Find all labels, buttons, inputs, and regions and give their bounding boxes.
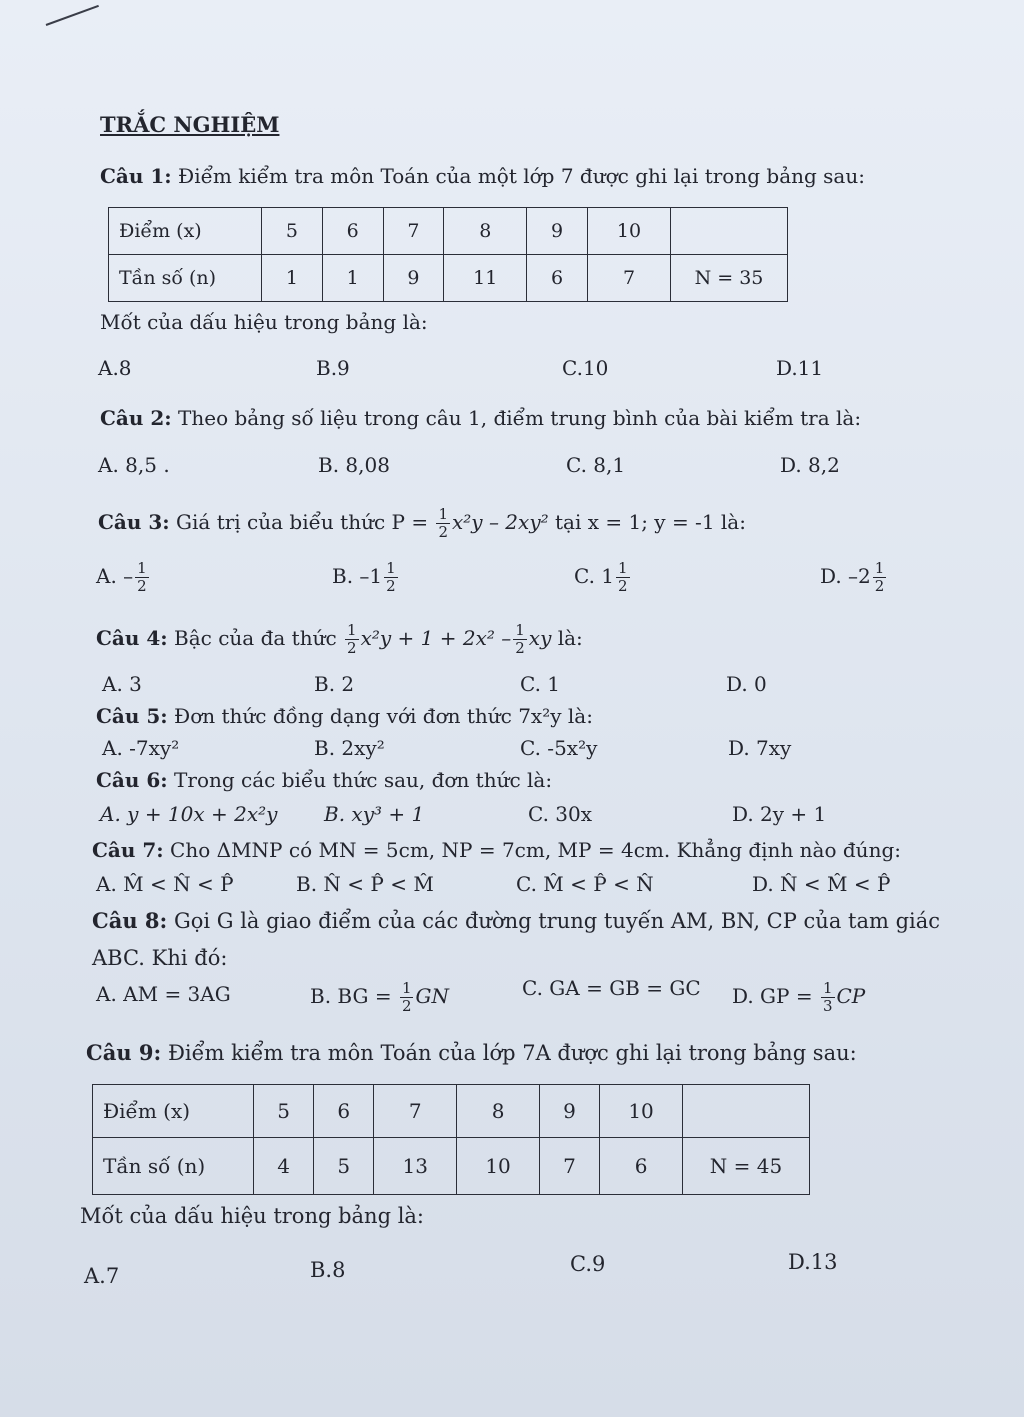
numerator: 1	[438, 505, 448, 523]
question-3-label: Câu 3:	[98, 510, 170, 534]
table-cell: 8	[457, 1085, 540, 1138]
table-cell: 11	[444, 255, 527, 302]
q2-option-a[interactable]: A. 8,5 .	[98, 453, 170, 477]
q9-option-c[interactable]: C.9	[570, 1252, 606, 1276]
table-9-row-score	[93, 1085, 810, 1138]
q1-option-d[interactable]: D.11	[776, 356, 824, 380]
table-cell: Tần số (n)	[109, 255, 262, 302]
q5-option-a[interactable]: A. -7xy²	[102, 736, 180, 760]
question-7-label: Câu 7:	[92, 838, 164, 862]
section-title: TRẮC NGHIỆM	[100, 112, 280, 137]
table-cell: 8	[444, 208, 527, 255]
q3-option-a[interactable]	[96, 560, 151, 595]
numerator: 1	[386, 559, 396, 577]
q1-option-a[interactable]: A.8	[98, 356, 132, 380]
question-4	[96, 622, 583, 657]
option-value: CP	[836, 984, 866, 1008]
question-1-text: Điểm kiểm tra môn Toán của một lớp 7 được ghi lại trong bảng sau:	[178, 164, 865, 188]
denominator: 2	[386, 577, 396, 595]
q7-option-d[interactable]: D. N̂ < M̂ < P̂	[752, 872, 891, 896]
table-cell: 5	[314, 1138, 374, 1195]
denominator: 3	[822, 997, 833, 1015]
numerator: 1	[401, 979, 412, 997]
question-9-label: Câu 9:	[86, 1040, 162, 1065]
question-7	[92, 838, 901, 862]
question-4-text-pre: Bậc của đa thức	[174, 626, 337, 650]
denominator: 2	[347, 639, 357, 657]
option-label: D. GP =	[732, 984, 813, 1008]
question-4-text-post: là:	[557, 626, 583, 650]
question-9-prompt: Mốt của dấu hiệu trong bảng là:	[80, 1204, 425, 1228]
frequency-table-1	[108, 207, 788, 302]
question-9-text: Điểm kiểm tra môn Toán của lớp 7A được ghi lại trong bảng sau:	[167, 1041, 857, 1065]
question-6-text: Trong các biểu thức sau, đơn thức là:	[174, 768, 553, 792]
table-cell	[671, 208, 788, 255]
q4-expression-1: x²y + 1 + 2x² –	[360, 626, 512, 650]
table-cell: 7	[374, 1085, 457, 1138]
table-cell: 10	[600, 1085, 683, 1138]
numerator: 1	[137, 559, 147, 577]
frequency-table-9	[92, 1084, 810, 1195]
q9-option-a[interactable]: A.7	[84, 1264, 120, 1288]
q7-option-a[interactable]: A. M̂ < N̂ < P̂	[96, 872, 234, 896]
q3-expression: x²y – 2xy²	[452, 510, 549, 534]
numerator: 1	[515, 621, 525, 639]
table-cell: 13	[374, 1138, 457, 1195]
denominator: 2	[438, 523, 448, 541]
q5-option-c[interactable]: C. -5x²y	[520, 736, 598, 760]
q3-option-b[interactable]	[332, 560, 400, 595]
question-8-text: Gọi G là giao điểm của các đường trung tuyến AM, BN, CP của tam giác	[173, 909, 941, 933]
table-cell: 5	[254, 1085, 314, 1138]
q4-option-c[interactable]: C. 1	[520, 672, 561, 696]
fraction	[873, 560, 887, 595]
table-1-row-frequency	[109, 255, 788, 302]
denominator: 2	[874, 577, 885, 595]
question-5-label: Câu 5:	[96, 704, 168, 728]
option-label: D. –2	[820, 564, 871, 588]
table-cell: Điểm (x)	[109, 208, 262, 255]
table-cell: 9	[539, 1085, 599, 1138]
q7-option-c[interactable]: C. M̂ < P̂ < N̂	[516, 872, 654, 896]
q4-option-b[interactable]: B. 2	[314, 672, 355, 696]
table-cell	[683, 1085, 810, 1138]
numerator: 1	[822, 979, 833, 997]
q2-option-c[interactable]: C. 8,1	[566, 453, 626, 477]
question-8	[92, 908, 940, 933]
q3-fraction	[436, 506, 450, 541]
table-cell: Điểm (x)	[93, 1085, 254, 1138]
table-cell: 4	[254, 1138, 314, 1195]
q6-option-b[interactable]: B. xy³ + 1	[324, 802, 425, 826]
question-6	[96, 768, 552, 792]
denominator: 2	[401, 997, 412, 1015]
table-cell: N = 35	[671, 255, 788, 302]
denominator: 2	[515, 639, 525, 657]
q4-option-a[interactable]: A. 3	[102, 672, 142, 696]
table-1-row-score	[109, 208, 788, 255]
table-cell: 9	[527, 208, 588, 255]
q8-option-c[interactable]: C. GA = GB = GC	[522, 976, 701, 1000]
numerator: 1	[347, 621, 357, 639]
denominator: 2	[137, 577, 147, 595]
fraction	[384, 560, 398, 595]
q3-option-c[interactable]	[574, 560, 632, 595]
fraction	[821, 980, 835, 1015]
table-cell: Tần số (n)	[93, 1138, 254, 1195]
table-cell: N = 45	[683, 1138, 810, 1195]
table-cell: 7	[587, 255, 670, 302]
question-5	[96, 704, 593, 728]
table-cell: 7	[383, 208, 444, 255]
table-cell: 6	[600, 1138, 683, 1195]
table-9-row-frequency	[93, 1138, 810, 1195]
q5-option-d[interactable]: D. 7xy	[728, 736, 792, 760]
numerator: 1	[874, 559, 885, 577]
question-7-text: Cho ΔMNP có MN = 5cm, NP = 7cm, MP = 4cm. Khẳng định nào đúng:	[170, 838, 901, 862]
q8-option-d[interactable]	[732, 980, 865, 1015]
question-8-text-2: ABC. Khi đó:	[92, 946, 228, 970]
table-cell: 7	[539, 1138, 599, 1195]
question-2-label: Câu 2:	[100, 406, 172, 430]
q6-option-a[interactable]: A. y + 10x + 2x²y	[100, 802, 278, 826]
q2-option-b[interactable]: B. 8,08	[318, 453, 390, 477]
table-cell: 6	[527, 255, 588, 302]
question-4-label: Câu 4:	[96, 626, 168, 650]
option-label: C. 1	[574, 564, 615, 588]
q6-option-d[interactable]: D. 2y + 1	[732, 802, 827, 826]
option-label: B. BG =	[310, 984, 392, 1008]
q6-option-c[interactable]: C. 30x	[528, 802, 593, 826]
q7-option-b[interactable]: B. N̂ < P̂ < M̂	[296, 872, 434, 896]
denominator: 2	[618, 577, 628, 595]
q4-option-d[interactable]: D. 0	[726, 672, 767, 696]
question-8-label: Câu 8:	[92, 908, 168, 933]
question-3-text-pre: Giá trị của biểu thức P =	[176, 510, 429, 534]
q4-expression-2: xy	[528, 626, 552, 650]
question-2	[100, 406, 861, 430]
q9-option-d[interactable]: D.13	[788, 1250, 838, 1274]
table-cell: 10	[587, 208, 670, 255]
q1-option-b[interactable]: B.9	[316, 356, 350, 380]
question-9	[86, 1040, 857, 1065]
pen-mark	[46, 5, 99, 26]
numerator: 1	[618, 559, 628, 577]
question-1-prompt: Mốt của dấu hiệu trong bảng là:	[100, 310, 428, 334]
fraction	[513, 622, 527, 657]
option-label: A. –	[96, 564, 134, 588]
question-6-label: Câu 6:	[96, 768, 168, 792]
question-1-label: Câu 1:	[100, 164, 172, 188]
q3-option-d[interactable]	[820, 560, 888, 595]
q8-option-a[interactable]: A. AM = 3AG	[96, 982, 231, 1006]
question-5-text: Đơn thức đồng dạng với đơn thức 7x²y là:	[174, 704, 593, 728]
table-cell: 1	[322, 255, 383, 302]
question-3-text-post: tại x = 1; y = -1 là:	[555, 510, 746, 534]
table-cell: 5	[262, 208, 323, 255]
fraction	[616, 560, 630, 595]
table-cell: 10	[457, 1138, 540, 1195]
table-cell: 6	[322, 208, 383, 255]
fraction	[400, 980, 414, 1015]
question-1	[100, 164, 865, 188]
table-cell: 1	[262, 255, 323, 302]
question-2-text: Theo bảng số liệu trong câu 1, điểm trung bình của bài kiểm tra là:	[178, 406, 862, 430]
q9-option-b[interactable]: B.8	[310, 1258, 346, 1282]
table-cell: 9	[383, 255, 444, 302]
q1-option-c[interactable]: C.10	[562, 356, 609, 380]
q5-option-b[interactable]: B. 2xy²	[314, 736, 385, 760]
question-3	[98, 506, 746, 541]
q2-option-d[interactable]: D. 8,2	[780, 453, 840, 477]
table-cell: 6	[314, 1085, 374, 1138]
fraction	[345, 622, 359, 657]
q8-option-b[interactable]	[310, 980, 449, 1015]
fraction	[135, 560, 149, 595]
option-label: B. –1	[332, 564, 383, 588]
option-value: GN	[415, 984, 449, 1008]
